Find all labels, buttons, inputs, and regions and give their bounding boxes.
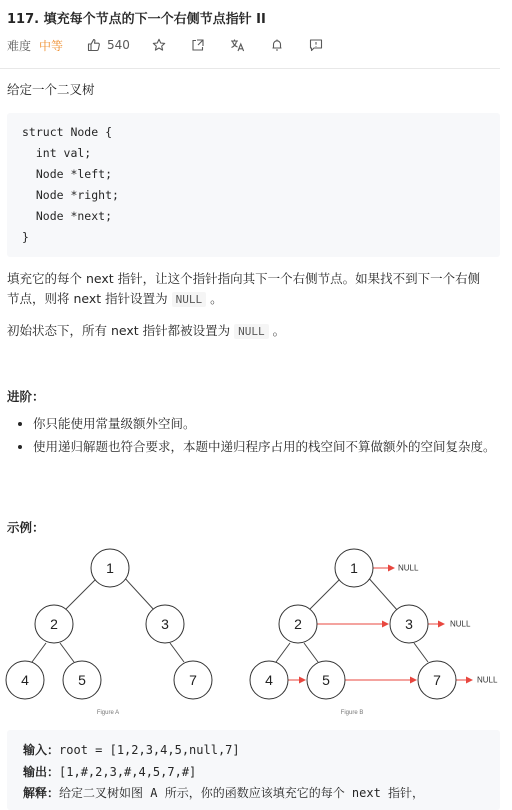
explain-value: 给定二叉树如图 A 所示，你的函数应该填充它的每个 next 指针，: [59, 786, 425, 800]
translate-icon: [230, 38, 245, 52]
output-label: 输出：: [23, 765, 60, 779]
null-inline-code: NULL: [234, 324, 269, 339]
initial-state-text: [7, 320, 285, 343]
share-button[interactable]: [191, 38, 205, 52]
list-item: • 你只能使用常量级额外空间。: [33, 414, 512, 434]
intro-text: 给定一个二叉树: [7, 82, 95, 97]
node-label: 5: [322, 672, 330, 688]
null-label: NULL: [477, 675, 498, 685]
code-line: struct Node {: [22, 125, 113, 139]
notification-button[interactable]: [270, 38, 284, 52]
figure-a-caption: Figure A: [96, 710, 120, 716]
difficulty-badge: 中等: [39, 38, 64, 53]
like-button[interactable]: [87, 38, 130, 52]
node-label: 2: [50, 616, 58, 632]
example-explanation: [23, 784, 424, 801]
initial-state-description: 初始状态下，所有 next 指针都被设置为: [7, 323, 231, 338]
input-value: root = [1,2,3,4,5,null,7]: [59, 743, 240, 757]
output-value: [1,#,2,3,#,4,5,7,#]: [59, 765, 197, 779]
node-label: 7: [189, 672, 197, 688]
share-icon: [191, 38, 205, 52]
example-input: [23, 741, 240, 758]
node-label: 1: [106, 560, 114, 576]
like-count: 540: [107, 38, 130, 52]
node-label: 1: [350, 560, 358, 576]
null-label: NULL: [450, 619, 471, 629]
node-struct-code-block: [7, 113, 500, 257]
example-figure: [0, 540, 512, 720]
node-label: 4: [21, 672, 29, 688]
code-line: int val;: [22, 146, 92, 160]
problem-meta-bar: [7, 37, 348, 53]
star-icon: [152, 38, 166, 52]
next-pointer-description-line2: [7, 288, 223, 311]
node-label: 2: [294, 616, 302, 632]
node-label: 7: [433, 672, 441, 688]
thumbs-up-icon: [87, 38, 101, 52]
explain-label: 解释：: [23, 786, 60, 800]
node-label: 4: [265, 672, 273, 688]
description-text: 节点，则将 next 指针设置为: [7, 291, 168, 306]
feedback-icon: [309, 38, 323, 52]
period: 。: [272, 323, 286, 338]
header-divider: [0, 68, 500, 69]
node-label: 5: [78, 672, 86, 688]
input-label: 输入：: [23, 743, 60, 757]
node-label: 3: [405, 616, 413, 632]
example-io-block: [7, 730, 500, 810]
favorite-button[interactable]: [152, 38, 166, 52]
list-item: • 使用递归解题也符合要求，本题中递归程序占用的栈空间不算做额外的空间复杂度。: [33, 437, 512, 457]
code-line: }: [22, 230, 29, 244]
translate-button[interactable]: [230, 38, 245, 52]
next-pointer-description-line1: 填充它的每个 next 指针，让这个指针指向其下一个右侧节点。如果找不到下一个右侧: [7, 271, 481, 286]
code-line: Node *left;: [22, 167, 113, 181]
node-label: 3: [161, 616, 169, 632]
problem-title: 117. 填充每个节点的下一个右侧节点指针 II: [7, 12, 266, 27]
advanced-heading: 进阶：: [7, 389, 45, 404]
period: 。: [210, 291, 223, 306]
null-inline-code: NULL: [172, 292, 207, 307]
figure-b-caption: Figure B: [340, 710, 364, 716]
example-output: [23, 763, 196, 780]
feedback-button[interactable]: [309, 38, 323, 52]
advanced-list: [7, 414, 512, 460]
example-heading: 示例：: [7, 520, 45, 535]
bell-icon: [270, 38, 284, 52]
code-line: Node *next;: [22, 209, 113, 223]
difficulty-label: 难度: [7, 38, 32, 53]
code-line: Node *right;: [22, 188, 119, 202]
null-label: NULL: [398, 563, 419, 573]
